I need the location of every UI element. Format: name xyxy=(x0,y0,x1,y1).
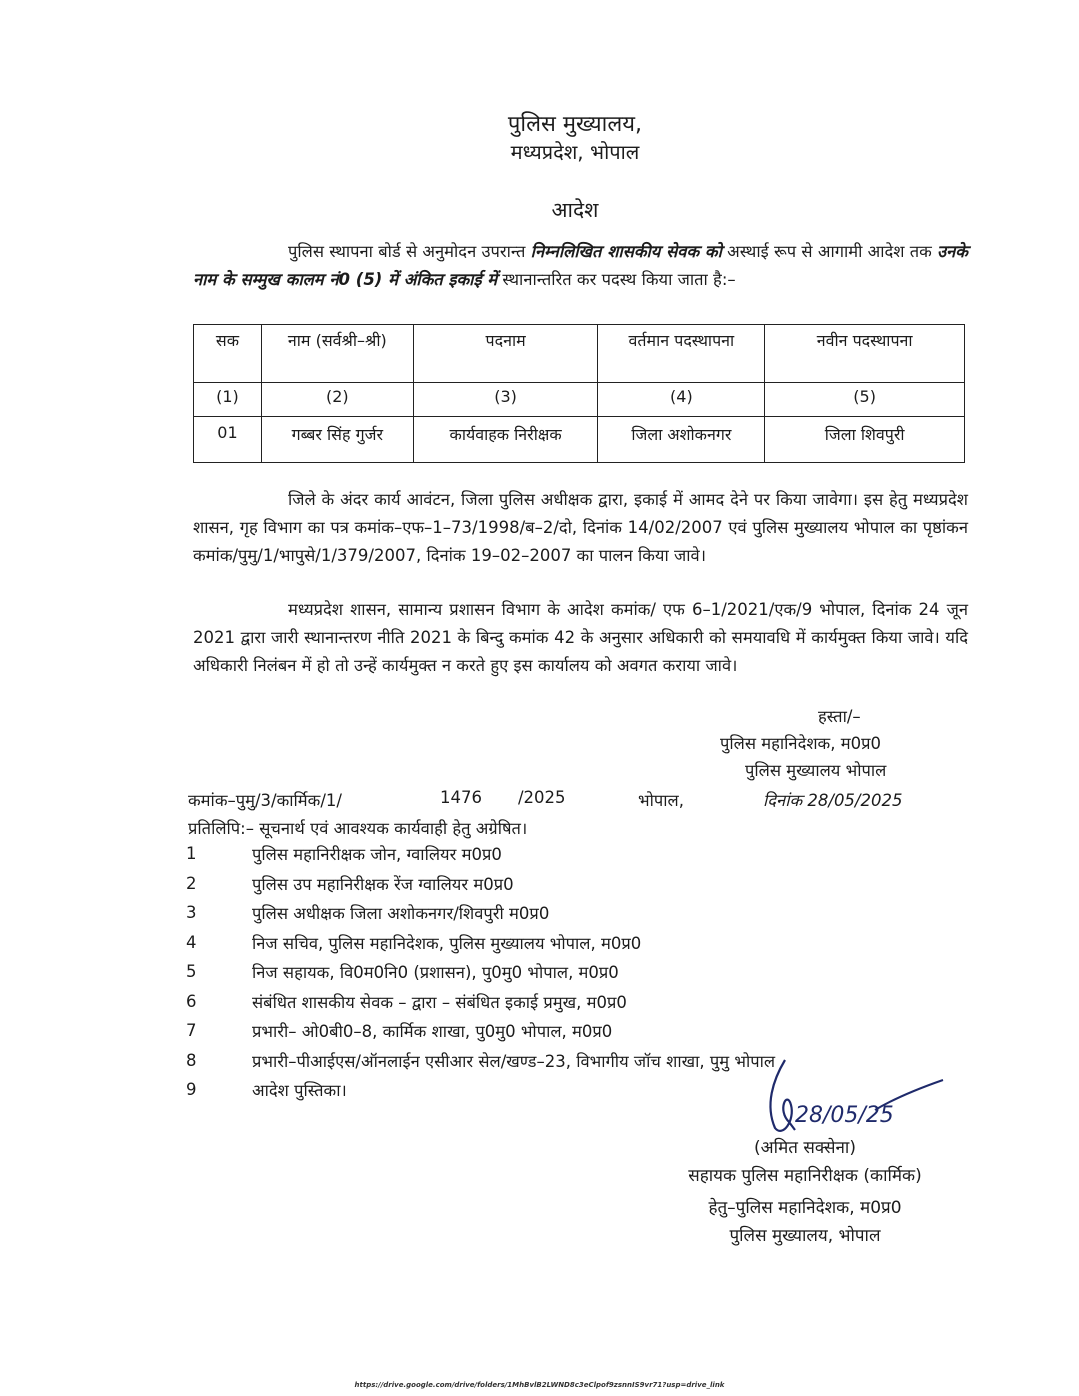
list-item-number: 1 xyxy=(186,844,197,863)
signature-date: 28/05/25 xyxy=(795,1103,894,1128)
list-item-text: आदेश पुस्तिका। xyxy=(252,1081,347,1100)
table-header: नाम (सर्वश्री–श्री) xyxy=(261,325,413,383)
list-item-text: संबंधित शासकीय सेवक – द्वारा – संबंधित इकाई प्रमुख, म0प्र0 xyxy=(252,992,627,1012)
order-title: आदेश xyxy=(551,198,599,222)
signatory-designation: पुलिस महानिदेशक, म0प्र0 xyxy=(720,734,881,753)
list-item-text: निज सचिव, पुलिस महानिदेशक, पुलिस मुख्यालय भोपाल, म0प्र0 xyxy=(252,933,642,953)
table-header: नवीन पदस्थापना xyxy=(765,325,965,383)
column-number: (5) xyxy=(765,383,965,417)
list-item xyxy=(186,960,976,990)
paragraph-3-text: मध्यप्रदेश शासन, सामान्य प्रशासन विभाग के आदेश कमांक/ एफ 6–1/2021/एक/9 भोपाल, दिनांक 24 जून 2021 द्वारा जारी स्थानान्तरण नीति 2021 के बिन्दु कमांक 42 के अनुसार अधिकारी को समयावधि में कार्यमुक्त किया जावे। यदि अधिकारी निलंबन में हो तो उन्हें कार्यमुक्त न करते हुए इस कार्यालय को अवगत कराया जावे। xyxy=(193,600,968,675)
footer-link[interactable]: https://drive.google.com/drive/folders/1MhBvlB2LWND8c3eClpof9zsnnIS9vr71?usp=drive_link xyxy=(354,1381,725,1389)
reference-place: भोपाल, xyxy=(638,791,684,810)
table-number-row xyxy=(194,383,965,417)
header-line-1: पुलिस मुख्यालय, xyxy=(507,112,643,137)
list-item-number: 2 xyxy=(186,873,197,893)
signatory-office: पुलिस मुख्यालय भोपाल xyxy=(745,761,887,780)
intro-paragraph xyxy=(193,238,968,294)
paragraph-3 xyxy=(193,596,968,680)
list-item-number: 4 xyxy=(186,932,197,952)
list-item-number: 9 xyxy=(186,1080,197,1099)
list-item xyxy=(186,1019,976,1049)
list-item xyxy=(186,872,976,902)
intro-italic-2: उनके नाम के सम्मुख कालम नं0 (5) में अंकित इकाई में xyxy=(193,242,968,289)
list-item xyxy=(186,990,976,1020)
list-item-number: 3 xyxy=(186,903,197,922)
reference-number: 1476 xyxy=(440,788,482,807)
table-cell: कार्यवाहक निरीक्षक xyxy=(413,417,598,463)
list-item-text: निज सहायक, वि0म0नि0 (प्रशासन), पु0मु0 भोपाल, म0प्र0 xyxy=(252,963,619,982)
paragraph-2-text: जिले के अंदर कार्य आवंटन, जिला पुलिस अधीक्षक द्वारा, इकाई में आमद देने पर किया जावेगा। इस हेतु मध्यप्रदेश शासन, गृह विभाग का पत्र कमांक–एफ–1–73/1998/ब–2/दो, दिनांक 14/02/2007 एवं पुलिस मुख्यालय भोपाल का पृष्ठांकन कमांक/पुमु/1/भापुसे/1/379/2007, दिनांक 19–02–2007 का पालन किया जावे। xyxy=(193,490,968,565)
list-item-number: 8 xyxy=(186,1050,197,1070)
list-item xyxy=(186,931,976,961)
column-number: (4) xyxy=(598,383,765,417)
column-number: (1) xyxy=(194,383,262,417)
intro-text-3: स्थानान्तरित कर पदस्थ किया जाता है:– xyxy=(497,270,736,289)
table-cell: गब्बर सिंह गुर्जर xyxy=(261,417,413,463)
list-item-text: प्रभारी–पीआईएस/ऑनलाईन एसीआर सेल/खण्ड–23, विभागीय जॉच शाखा, पुमु भोपाल xyxy=(252,1051,776,1071)
reference-year: /2025 xyxy=(518,788,566,807)
table-row xyxy=(194,417,965,463)
transfer-table xyxy=(193,324,965,463)
column-number: (2) xyxy=(261,383,413,417)
paragraph-2 xyxy=(193,486,968,570)
table-cell: जिला शिवपुरी xyxy=(765,417,965,463)
table-header: पदनाम xyxy=(413,325,598,383)
header-line-2: मध्यप्रदेश, भोपाल xyxy=(510,140,640,164)
intro-italic-1: निम्नलिखित शासकीय सेवक को xyxy=(530,242,722,261)
reference-date: दिनांक 28/05/2025 xyxy=(763,791,903,810)
list-item-number: 5 xyxy=(186,962,197,981)
list-item xyxy=(186,842,976,872)
list-item-text: प्रभारी– ओ0बी0–8, कार्मिक शाखा, पु0मु0 भोपाल, म0प्र0 xyxy=(252,1022,613,1041)
copy-line: प्रतिलिपि:– सूचनार्थ एवं आवश्यक कार्यवाही हेतु अग्रेषित। xyxy=(188,819,528,838)
reference-prefix: कमांक–पुमु/3/कार्मिक/1/ xyxy=(188,791,342,810)
signed-mark: हस्ता/– xyxy=(818,707,861,726)
list-item-number: 6 xyxy=(186,991,197,1011)
list-item-text: पुलिस महानिरीक्षक जोन, ग्वालियर म0प्र0 xyxy=(252,845,502,864)
officer-on-behalf: हेतु–पुलिस महानिदेशक, म0प्र0 xyxy=(708,1198,902,1218)
table-header-row xyxy=(194,325,965,383)
intro-text-1: पुलिस स्थापना बोर्ड से अनुमोदन उपरान्त xyxy=(288,242,531,261)
column-number: (3) xyxy=(413,383,598,417)
intro-text-2: अस्थाई रूप से आगामी आदेश तक xyxy=(721,242,938,261)
table-cell: जिला अशोकनगर xyxy=(598,417,765,463)
list-item xyxy=(186,901,976,931)
list-item-number: 7 xyxy=(186,1021,197,1040)
table-header: सक xyxy=(194,325,262,383)
table-cell: 01 xyxy=(194,417,262,463)
table-header: वर्तमान पदस्थापना xyxy=(598,325,765,383)
handwritten-signature xyxy=(755,1050,945,1140)
officer-office: पुलिस मुख्यालय, भोपाल xyxy=(729,1226,881,1246)
list-item-text: पुलिस अधीक्षक जिला अशोकनगर/शिवपुरी म0प्र0 xyxy=(252,904,550,923)
officer-name: (अमित सक्सेना) xyxy=(754,1138,856,1158)
officer-designation: सहायक पुलिस महानिरीक्षक (कार्मिक) xyxy=(688,1166,922,1186)
list-item-text: पुलिस उप महानिरीक्षक रेंज ग्वालियर म0प्र0 xyxy=(252,874,514,894)
